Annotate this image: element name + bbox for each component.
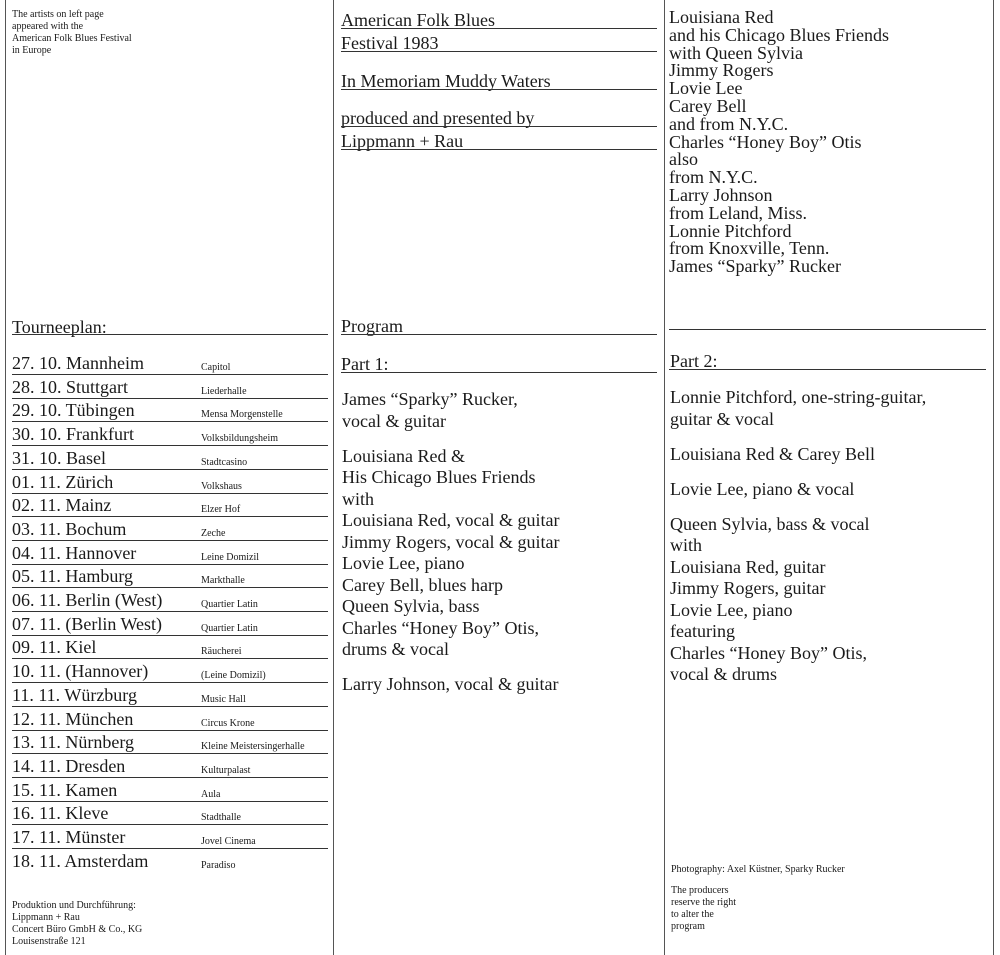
part-1-heading: Part 1: [341, 354, 389, 374]
tour-heading: Tourneeplan: [12, 317, 107, 337]
program-line: Jimmy Rogers, guitar [670, 578, 826, 599]
produced-underline-2 [341, 149, 657, 150]
artist-list [669, 9, 889, 276]
tour-venue: Mensa Morgenstelle [201, 409, 283, 421]
tour-row [12, 446, 328, 470]
tour-row [12, 778, 328, 802]
production-line: Concert Büro GmbH & Co., KG [12, 924, 143, 935]
column-divider-right-edge [993, 0, 994, 955]
tour-row [12, 683, 328, 707]
program-line: with [670, 535, 703, 556]
tour-venue: Kulturpalast [201, 764, 251, 776]
tour-venue: Zeche [201, 527, 226, 539]
tour-row [12, 849, 328, 872]
artist-line: also [669, 149, 698, 170]
program-line: His Chicago Blues Friends [342, 467, 536, 488]
title-underline-1 [341, 28, 657, 29]
tour-venue: Quartier Latin [201, 622, 258, 634]
tour-venue: (Leine Domizil) [201, 670, 266, 682]
part-2-block-4 [670, 516, 869, 684]
program-line: Larry Johnson, vocal & guitar [342, 674, 559, 694]
tour-date-city: 05. 11. Hamburg [12, 566, 133, 587]
artist-line: with Queen Sylvia [669, 42, 803, 63]
disclaimer-line: to alter the [671, 909, 714, 920]
tour-row [12, 493, 328, 517]
part-1-block-3 [342, 676, 558, 694]
program-line: Carey Bell, blues harp [342, 574, 503, 595]
disclaimer-line: program [671, 921, 705, 932]
memoriam-line: In Memoriam Muddy Waters [341, 71, 551, 91]
produced-line-1: produced and presented by [341, 108, 535, 128]
program-line: vocal & guitar [342, 410, 446, 431]
program-line: Jimmy Rogers, vocal & guitar [342, 531, 560, 552]
program-line: James “Sparky” Rucker, [342, 389, 518, 409]
program-line: Lovie Lee, piano [342, 553, 465, 574]
tour-date-city: 15. 11. Kamen [12, 779, 118, 800]
tour-venue: Jovel Cinema [201, 836, 256, 847]
production-credits [12, 900, 142, 948]
producers-disclaimer [671, 885, 736, 933]
tour-venue: Stadthalle [201, 812, 241, 824]
right-program-underline [669, 329, 986, 330]
production-line: Louisenstraße 121 [12, 936, 86, 947]
tour-row [12, 659, 328, 683]
tour-venue: Volkshaus [201, 480, 242, 492]
artist-line: from N.Y.C. [669, 167, 758, 188]
tour-date-city: 03. 11. Bochum [12, 518, 127, 539]
note-line: in Europe [12, 45, 52, 56]
produced-underline-1 [341, 126, 657, 127]
tour-venue: Capitol [201, 362, 231, 373]
tour-venue: Music Hall [201, 693, 246, 705]
tour-venue: Elzer Hof [201, 504, 241, 516]
artist-line: Jimmy Rogers [669, 60, 774, 81]
tour-venue: Paradiso [201, 859, 236, 871]
program-line: Lovie Lee, piano & vocal [670, 479, 855, 499]
tour-date-city: 10. 11. (Hannover) [12, 661, 149, 682]
part-1-block-2 [342, 448, 559, 659]
artist-line: Charles “Honey Boy” Otis [669, 131, 862, 152]
tour-date-city: 17. 11. Münster [12, 827, 126, 847]
tour-row [12, 351, 328, 375]
artist-line: from Leland, Miss. [669, 202, 807, 223]
part-2-block-1 [670, 389, 926, 429]
tour-row [12, 564, 328, 588]
disclaimer-line: reserve the right [671, 897, 736, 908]
part-1-block-1 [342, 391, 518, 431]
program-line: featuring [670, 621, 735, 642]
artist-line: Louisiana Red [669, 7, 774, 27]
artists-note [12, 9, 132, 57]
tour-venue: Leine Domizil [201, 551, 260, 563]
tour-row [12, 612, 328, 636]
artist-line: James “Sparky” Rucker [669, 256, 841, 277]
program-line: Charles “Honey Boy” Otis, [670, 642, 867, 663]
tour-row [12, 730, 328, 754]
tour-venue: Kleine Meistersingerhalle [201, 741, 305, 753]
tour-date-city: 14. 11. Dresden [12, 755, 126, 776]
tour-row [12, 635, 328, 659]
tour-venue: Markthalle [201, 575, 245, 587]
tour-date-city: 04. 11. Hannover [12, 542, 137, 563]
artist-line: Lovie Lee [669, 78, 743, 99]
note-line: appeared with the [12, 21, 84, 32]
tour-date-city: 02. 11. Mainz [12, 495, 112, 516]
tour-row [12, 588, 328, 612]
tour-date-city: 01. 11. Zürich [12, 471, 114, 492]
tour-venue: Stadtcasino [201, 456, 248, 468]
program-line: Louisiana Red & Carey Bell [670, 444, 875, 464]
tour-date-city: 27. 10. Mannheim [12, 353, 144, 373]
artist-line: from Knoxville, Tenn. [669, 238, 830, 259]
program-line: Lovie Lee, piano [670, 599, 793, 620]
artist-line: Carey Bell [669, 95, 747, 116]
column-divider-2 [664, 0, 665, 955]
tour-date-city: 13. 11. Nürnberg [12, 732, 134, 753]
tour-date-city: 28. 10. Stuttgart [12, 376, 128, 397]
tour-date-city: 06. 11. Berlin (West) [12, 590, 163, 610]
tour-row [12, 541, 328, 565]
tour-row [12, 707, 328, 731]
program-line: Charles “Honey Boy” Otis, [342, 617, 539, 638]
program-line: drums & vocal [342, 639, 449, 660]
artist-line: and his Chicago Blues Friends [669, 24, 889, 45]
note-line: The artists on left page [12, 9, 104, 20]
tour-venue: Quartier Latin [201, 599, 258, 610]
program-line: Lonnie Pitchford, one-string-guitar, [670, 387, 927, 407]
tour-date-city: 07. 11. (Berlin West) [12, 613, 163, 634]
artist-line: and from N.Y.C. [669, 113, 789, 134]
artist-line: Lonnie Pitchford [669, 220, 792, 241]
program-line: Queen Sylvia, bass [342, 596, 480, 617]
note-line: American Folk Blues Festival [12, 33, 132, 44]
tour-row [12, 422, 328, 446]
column-divider-left-edge [5, 0, 6, 955]
tour-row [12, 517, 328, 541]
artist-line: Larry Johnson [669, 184, 773, 205]
tour-date-city: 09. 11. Kiel [12, 637, 97, 658]
part-2-underline [669, 369, 986, 370]
program-line: with [342, 488, 375, 509]
produced-line-2: Lippmann + Rau [341, 131, 464, 151]
part-2-block-3 [670, 481, 854, 499]
production-line: Lippmann + Rau [12, 912, 80, 923]
column-divider-1 [333, 0, 334, 955]
program-line: Louisiana Red, vocal & guitar [342, 510, 560, 531]
tour-date-city: 31. 10. Basel [12, 447, 106, 468]
tour-heading-underline [12, 334, 328, 335]
tour-row [12, 470, 328, 494]
disclaimer-line: The producers [671, 885, 729, 896]
title-underline-2 [341, 51, 657, 52]
tour-date-city: 11. 11. Würzburg [12, 684, 137, 705]
production-line: Produktion und Durchführung: [12, 900, 136, 911]
tour-row [12, 375, 328, 399]
part-2-heading: Part 2: [670, 351, 718, 371]
festival-title-line-1: American Folk Blues [341, 10, 495, 30]
tour-row [12, 398, 328, 422]
program-heading: Program [341, 316, 403, 336]
tour-row [12, 754, 328, 778]
tour-venue: Aula [201, 788, 221, 800]
part-1-underline [341, 372, 657, 373]
tour-date-city: 18. 11. Amsterdam [12, 850, 149, 871]
part-2-block-2 [670, 446, 875, 464]
tour-date-city: 30. 10. Frankfurt [12, 424, 134, 445]
program-underline [341, 334, 657, 335]
tour-date-city: 29. 10. Tübingen [12, 400, 135, 421]
tour-venue: Circus Krone [201, 717, 255, 729]
memoriam-underline [341, 89, 657, 90]
tour-date-city: 16. 11. Kleve [12, 803, 109, 824]
festival-title-line-2: Festival 1983 [341, 33, 439, 53]
program-line: Queen Sylvia, bass & vocal [670, 514, 870, 534]
tour-row [12, 801, 328, 825]
program-line: vocal & drums [670, 664, 777, 685]
program-line: guitar & vocal [670, 408, 774, 429]
tour-row [12, 825, 328, 849]
tour-venue: Räucherei [201, 646, 242, 658]
tour-date-city: 12. 11. München [12, 708, 134, 729]
program-line: Louisiana Red, guitar [670, 556, 826, 577]
tour-venue: Liederhalle [201, 385, 247, 397]
tour-venue: Volksbildungsheim [201, 433, 279, 445]
program-line: Louisiana Red & [342, 446, 465, 466]
photography-credit: Photography: Axel Küstner, Sparky Rucker [671, 864, 845, 875]
